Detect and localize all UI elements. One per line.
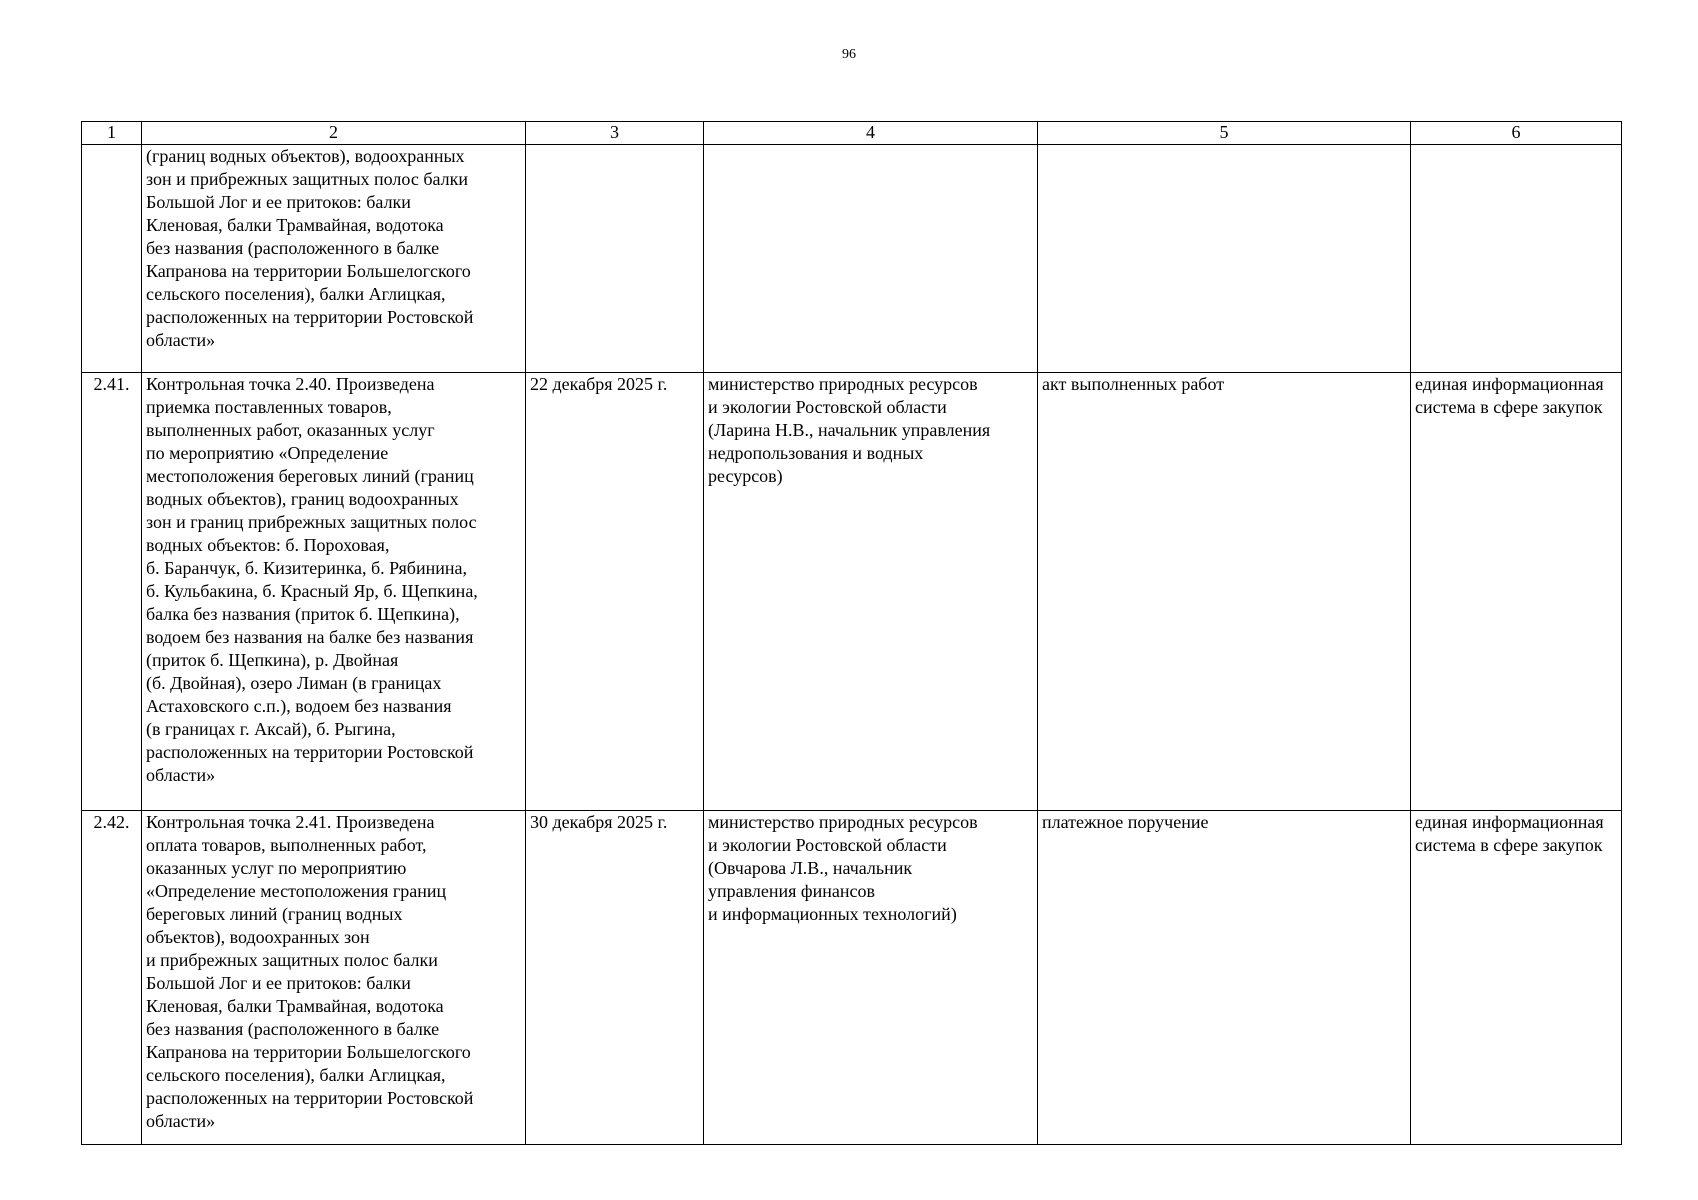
document-text: акт выполненных работ xyxy=(1042,374,1225,394)
column-header: 3 xyxy=(526,122,704,145)
row-system xyxy=(1411,373,1622,811)
date-text: 22 декабря 2025 г. xyxy=(530,374,668,394)
description-text: (границ водных объектов), водоохранных зон и прибрежных защитных полос балки Большой Лог и ее притоков: балки Кленовая, балки Трамвайная, водотока без названия (расположенного в балке Капранова на территории Большелогского сельского поселения), балки Аглицкая, расположенных на территории Ростовской области» xyxy=(146,146,474,350)
row-system xyxy=(1411,811,1622,1145)
row-responsible xyxy=(704,145,1038,373)
table-row xyxy=(82,811,1622,1145)
row-description xyxy=(142,145,526,373)
row-date xyxy=(526,373,704,811)
description-text: Контрольная точка 2.40. Произведена приемка поставленных товаров, выполненных работ, оказанных услуг по мероприятию «Определение местоположения береговых линий (границ водных объектов), границ водоохранных зон и границ прибрежных защитных полос водных объектов: б. Пороховая, б. Баранчук, б. Кизитеринка, б. Рябинина, б. Кульбакина, б. Красный Яр, б. Щепкина, балка без названия (приток б. Щепкина), водоем без названия на балке без названия (приток б. Щепкина), р. Двойная (б. Двойная), озеро Лиман (в границах Астаховского с.п.), водоем без названия (в границах г. Аксай), б. Рыгина, расположенных на территории Ростовской области» xyxy=(146,374,478,785)
column-header: 6 xyxy=(1411,122,1622,145)
table-header-row xyxy=(82,122,1622,145)
row-number xyxy=(82,145,142,373)
responsible-text: министерство природных ресурсов и экологии Ростовской области (Ларина Н.В., начальник управления недропользования и водных ресурсов) xyxy=(708,374,991,486)
table-row xyxy=(82,145,1622,373)
row-number: 2.41. xyxy=(82,373,142,811)
row-number: 2.42. xyxy=(82,811,142,1145)
date-text: 30 декабря 2025 г. xyxy=(530,812,668,832)
row-responsible xyxy=(704,373,1038,811)
page-number: 96 xyxy=(842,47,856,62)
description-text: Контрольная точка 2.41. Произведена оплата товаров, выполненных работ, оказанных услуг по мероприятию «Определение местоположения границ береговых линий (границ водных объектов), водоохранных зон и прибрежных защитных полос балки Большой Лог и ее притоков: балки Кленовая, балки Трамвайная, водотока без названия (расположенного в балке Капранова на территории Большелогского сельского поселения), балки Аглицкая, расположенных на территории Ростовской области» xyxy=(146,812,474,1131)
system-text: единая информационная система в сфере закупок xyxy=(1415,812,1604,855)
row-date xyxy=(526,811,704,1145)
row-document xyxy=(1038,373,1411,811)
row-description xyxy=(142,811,526,1145)
document-text: платежное поручение xyxy=(1042,812,1209,832)
row-document xyxy=(1038,811,1411,1145)
system-text: единая информационная система в сфере закупок xyxy=(1415,374,1604,417)
row-date xyxy=(526,145,704,373)
control-points-table xyxy=(81,121,1622,1145)
row-system xyxy=(1411,145,1622,373)
row-description xyxy=(142,373,526,811)
responsible-text: министерство природных ресурсов и экологии Ростовской области (Овчарова Л.В., начальник управления финансов и информационных технологий) xyxy=(708,812,978,924)
column-header: 2 xyxy=(142,122,526,145)
column-header: 4 xyxy=(704,122,1038,145)
column-header: 5 xyxy=(1038,122,1411,145)
row-document xyxy=(1038,145,1411,373)
row-responsible xyxy=(704,811,1038,1145)
column-header: 1 xyxy=(82,122,142,145)
table-row xyxy=(82,373,1622,811)
